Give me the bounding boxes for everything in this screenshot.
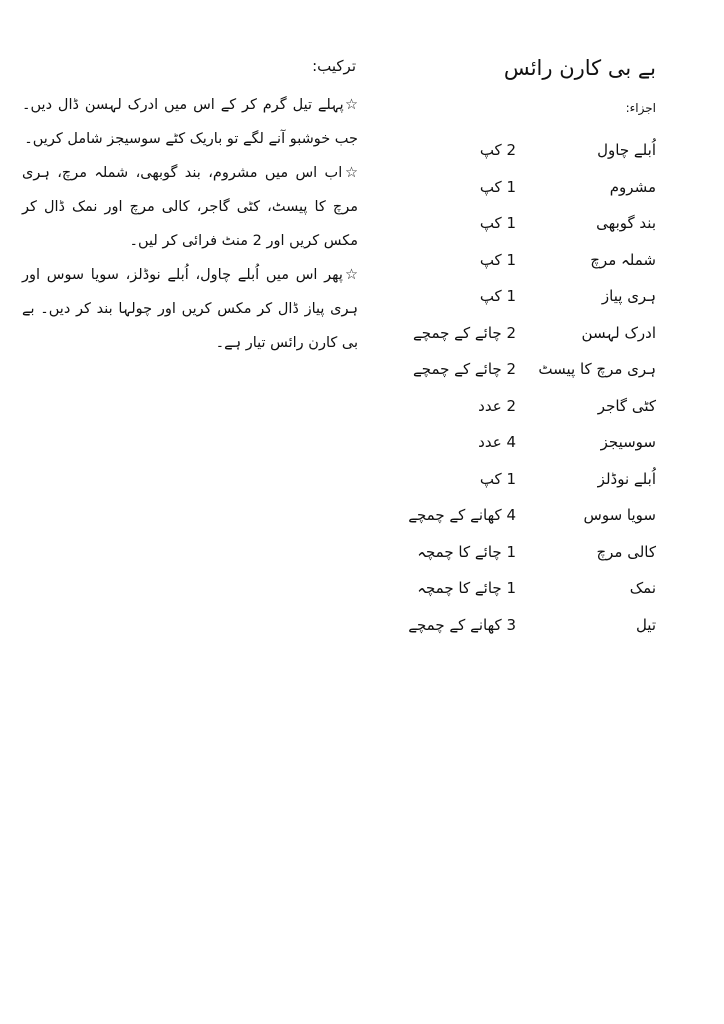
ingredient-quantity: 3 کھانے کے چمچے (408, 615, 516, 634)
ingredient-name: تیل (635, 615, 656, 634)
ingredient-quantity: 1 کپ (479, 177, 516, 196)
ingredient-row (400, 283, 656, 320)
ingredient-row (400, 539, 656, 576)
method-heading: ترکیب: (312, 57, 356, 75)
ingredient-row (400, 210, 656, 247)
ingredient-row (400, 174, 656, 211)
ingredient-quantity: 4 عدد (478, 433, 516, 451)
ingredient-quantity: 4 کھانے کے چمچے (408, 506, 516, 524)
ingredient-row (400, 247, 656, 284)
ingredient-name: اُبلے نوڈلز (597, 469, 656, 488)
ingredient-quantity: 1 چائے کا چمچہ (417, 579, 516, 597)
method-steps (22, 88, 358, 360)
ingredient-name: سوسیجز (600, 433, 656, 451)
ingredient-row (400, 137, 656, 174)
method-step: ☆اب اس میں مشروم، بند گوبھی، شملہ مرچ، ہری مرچ کا پیسٹ، کٹی گاجر، کالی مرچ اور نمک ڈال کر مکس کریں اور 2 منٹ فرائی کر لیں۔ (22, 165, 358, 249)
ingredient-quantity: 1 کپ (479, 287, 516, 305)
ingredient-name: کٹی گاجر (597, 396, 656, 415)
ingredient-name: سویا سوس (583, 506, 656, 524)
ingredients-list (400, 137, 656, 648)
ingredient-row (400, 466, 656, 503)
ingredient-name: اُبلے چاول (597, 141, 656, 159)
ingredient-row (400, 502, 656, 539)
recipe-title: بے بی کارن رائس (503, 56, 656, 80)
ingredient-name: ہری مرچ کا پیسٹ (538, 360, 656, 378)
ingredients-heading: اجزاء: (625, 101, 656, 115)
ingredient-row (400, 429, 656, 466)
ingredient-name: کالی مرچ (596, 542, 656, 561)
ingredient-quantity: 1 کپ (479, 469, 516, 488)
ingredient-name: ادرک لہسن (581, 323, 656, 342)
ingredient-quantity: 2 چائے کے چمچے (412, 360, 516, 378)
ingredient-quantity: 2 عدد (478, 396, 516, 415)
ingredient-quantity: 1 کپ (479, 214, 516, 232)
ingredient-name: مشروم (609, 177, 656, 196)
ingredient-quantity: 2 چائے کے چمچے (412, 323, 516, 342)
ingredient-row (400, 356, 656, 393)
ingredient-row (400, 320, 656, 357)
ingredient-name: بند گوبھی (596, 214, 656, 232)
ingredient-row (400, 612, 656, 649)
ingredient-row (400, 575, 656, 612)
ingredient-row (400, 393, 656, 430)
ingredient-quantity: 1 کپ (479, 250, 516, 269)
ingredient-quantity: 1 چائے کا چمچہ (417, 542, 516, 561)
method-step: ☆پہلے تیل گرم کر کے اس میں ادرک لہسن ڈال دیں۔ جب خوشبو آنے لگے تو باریک کٹے سوسیجز شامل کریں۔ (22, 97, 358, 147)
ingredient-name: ہری پیاز (601, 287, 656, 305)
ingredient-name: شملہ مرچ (590, 250, 656, 269)
ingredient-name: نمک (629, 579, 656, 597)
method-step: ☆پھر اس میں اُبلے چاول، اُبلے نوڈلز، سویا سوس اور ہری پیاز ڈال کر مکس کریں اور چولہا بند کر دیں۔ بے بی کارن رائس تیار ہے۔ (22, 267, 358, 351)
ingredient-quantity: 2 کپ (479, 141, 516, 159)
